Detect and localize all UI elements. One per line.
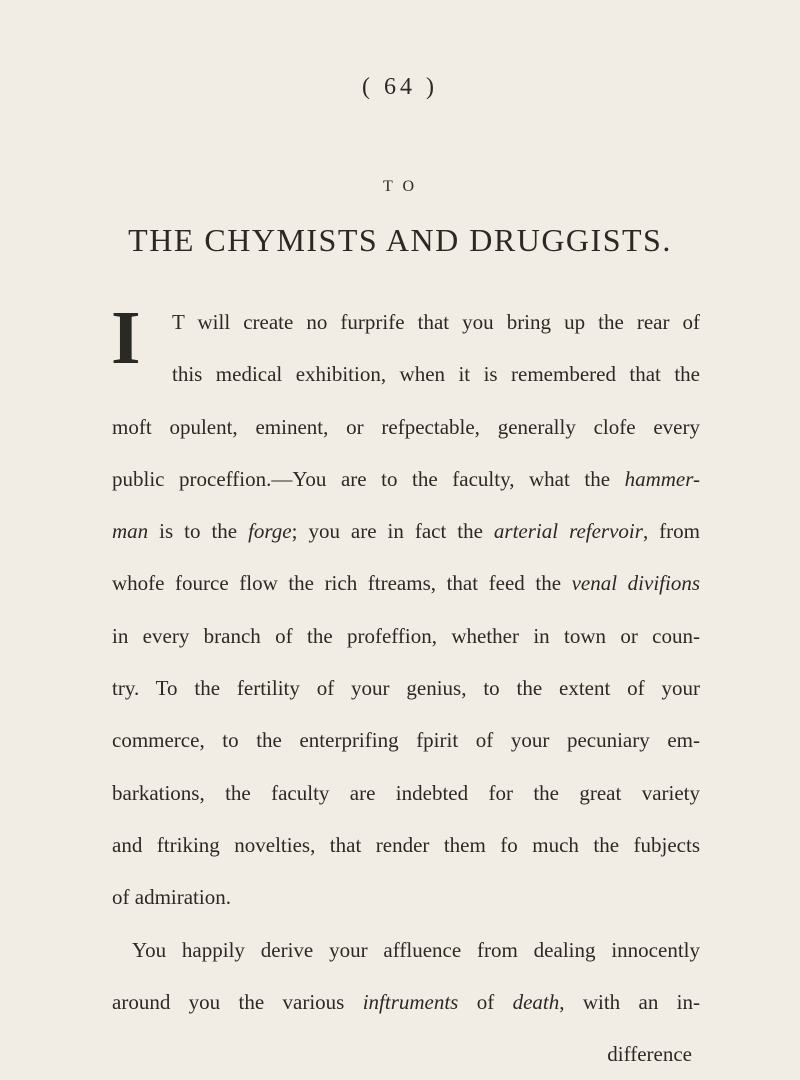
italic-phrase: death [512, 989, 560, 1014]
italic-phrase: arterial refervoir [493, 519, 643, 544]
text-run: and ftriking novelties, that render them fo much the fubjects [112, 832, 700, 857]
text-line [112, 348, 700, 400]
text-line [112, 976, 700, 1028]
text-line [112, 610, 700, 662]
text-run: public proceffion.—You are to the faculty, what the [112, 466, 625, 491]
text-run: , with an in- [559, 989, 700, 1014]
text-run: You happily derive your affluence from dealing innocently [132, 937, 700, 962]
text-run: moft opulent, eminent, or refpectable, generally clofe every [112, 414, 700, 439]
text-line [112, 662, 700, 714]
text-line [112, 924, 700, 976]
text-run: this medical exhibition, when it is remembered that the [172, 362, 700, 387]
page-heading: THE CHYMISTS AND DRUGGISTS. [128, 222, 672, 258]
drop-cap: I [111, 296, 141, 380]
text-line [112, 401, 700, 453]
text-run: try. To the fertility of your genius, to the extent of your [112, 676, 700, 701]
text-line [112, 453, 700, 505]
page-number: ( 64 ) [362, 74, 438, 100]
text-run: whofe fource flow the rich ftreams, that feed the [112, 571, 572, 596]
text-run: of [458, 989, 513, 1014]
italic-phrase: man [112, 519, 149, 544]
text-line [112, 296, 700, 348]
text-run: is to the [148, 519, 249, 544]
text-run: commerce, to the enterprifing fpirit of your pecuniary em- [112, 728, 700, 753]
text-run: ; you are in fact the [291, 519, 494, 544]
text-line [112, 505, 700, 557]
text-line [112, 767, 700, 819]
text-line [112, 871, 700, 923]
text-run: around you the various [112, 989, 363, 1014]
text-run: T will create no furprife that you bring up the rear of [172, 310, 700, 334]
text-run: barkations, the faculty are indebted for the great variety [112, 780, 700, 805]
text-run: of admiration. [112, 885, 231, 910]
italic-phrase: forge [248, 519, 292, 544]
italic-phrase: inftruments [362, 989, 459, 1014]
text-line [112, 819, 700, 871]
text-line [112, 557, 700, 609]
text-run: , from [642, 519, 700, 544]
text-line [112, 714, 700, 766]
italic-phrase: venal divifions [571, 571, 700, 596]
text-line [112, 1028, 700, 1080]
text-run: difference [607, 1042, 692, 1067]
body-text [112, 296, 700, 1080]
dedication-prefix: T O [382, 178, 418, 195]
italic-phrase: hammer- [624, 466, 700, 491]
text-run: in every branch of the profeffion, whether in town or coun- [112, 623, 700, 648]
